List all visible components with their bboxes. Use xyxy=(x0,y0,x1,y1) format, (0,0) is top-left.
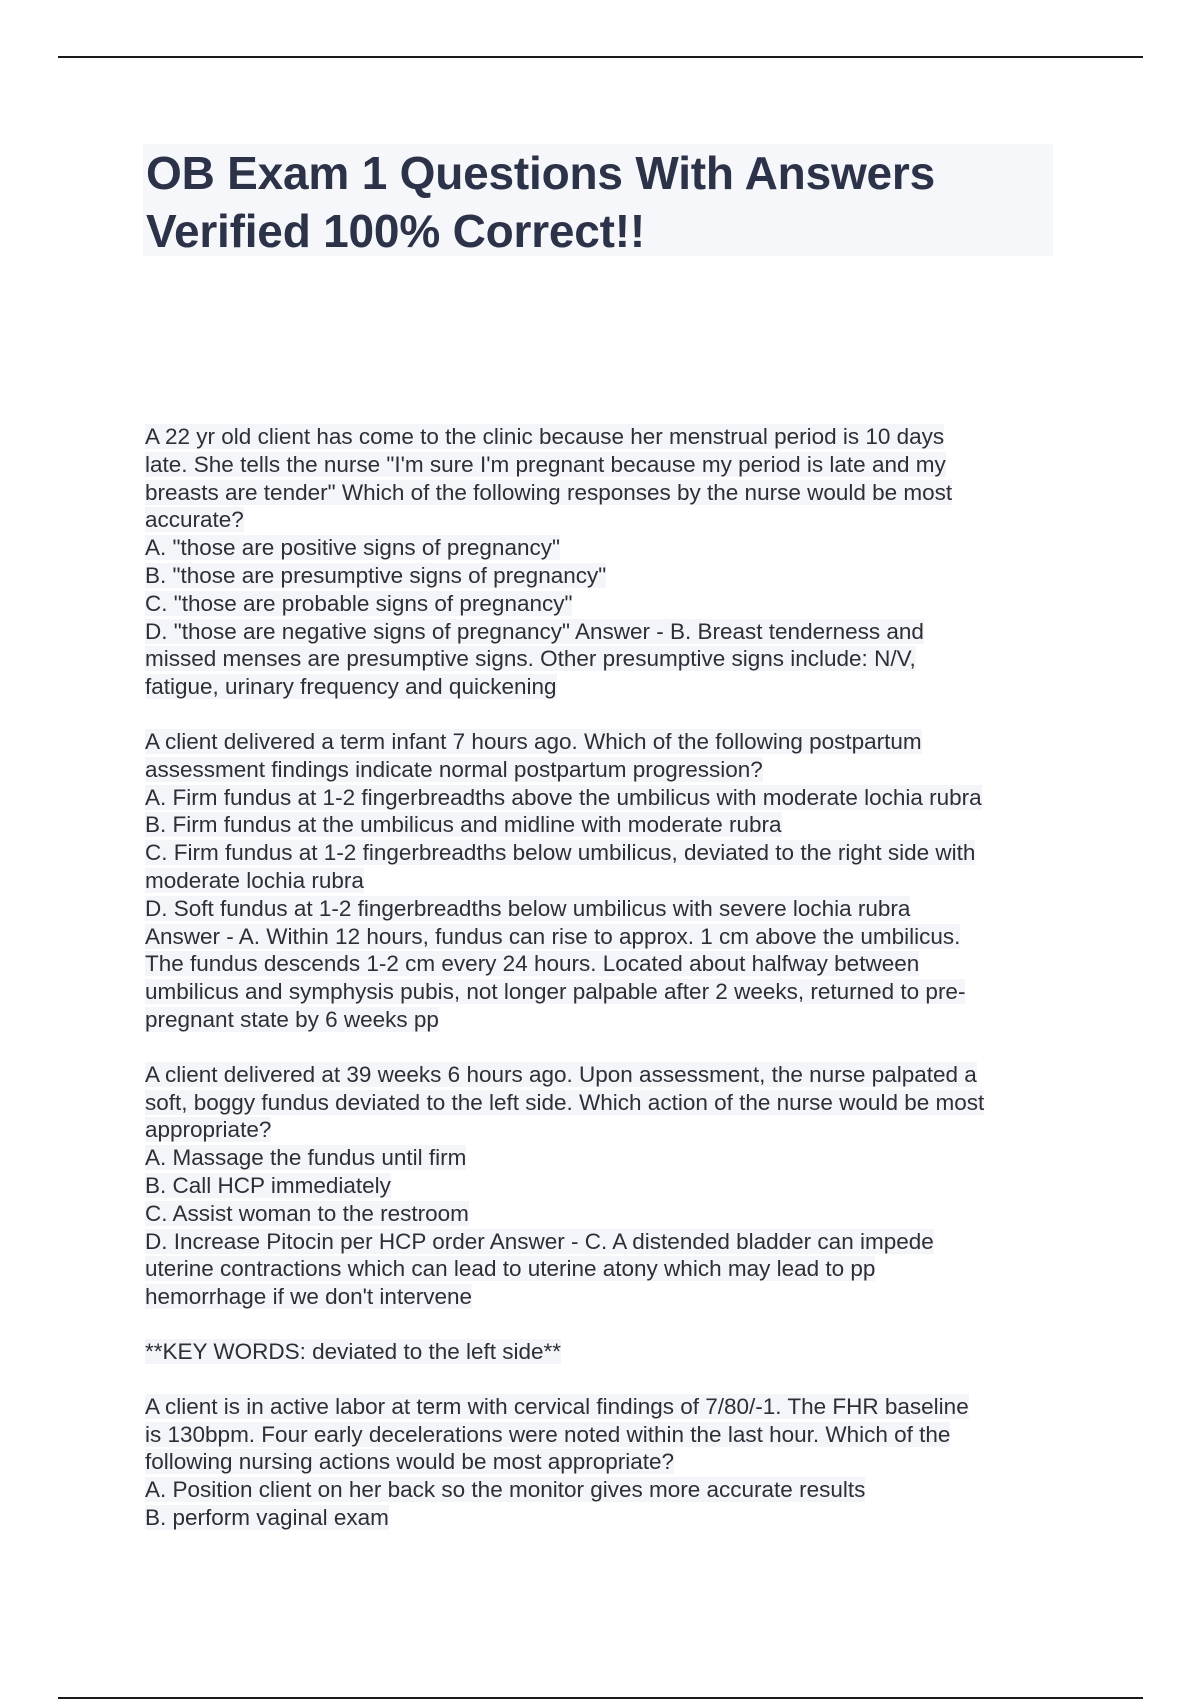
text-line xyxy=(145,1393,1065,1421)
title-line: Verified 100% Correct!! xyxy=(146,205,646,257)
text-line-content: uterine contractions which can lead to uterine atony which may lead to pp xyxy=(145,1256,876,1282)
document-body xyxy=(145,423,1065,1559)
text-line xyxy=(145,950,1065,978)
text-line xyxy=(145,1172,1065,1200)
text-line xyxy=(145,562,1065,590)
text-line xyxy=(145,1116,1065,1144)
text-line-content: pregnant state by 6 weeks pp xyxy=(145,1006,439,1032)
text-line-content: A. "those are positive signs of pregnancy" xyxy=(145,535,560,561)
text-line-content: D. Soft fundus at 1-2 fingerbreadths below umbilicus with severe lochia rubra xyxy=(145,895,911,921)
text-line xyxy=(145,923,1065,951)
text-line xyxy=(145,590,1065,618)
text-line xyxy=(145,1448,1065,1476)
text-line xyxy=(145,1006,1065,1034)
text-line-content: hemorrhage if we don't intervene xyxy=(145,1284,472,1310)
text-line xyxy=(145,1200,1065,1228)
text-line-content: B. "those are presumptive signs of pregnancy" xyxy=(145,562,607,588)
text-line xyxy=(145,1504,1065,1532)
text-line-content: is 130bpm. Four early decelerations were noted within the last hour. Which of the xyxy=(145,1421,951,1447)
text-line-content: appropriate? xyxy=(145,1117,272,1143)
text-line xyxy=(145,867,1065,895)
text-line-content: A. Position client on her back so the monitor gives more accurate results xyxy=(145,1477,866,1503)
text-line xyxy=(145,673,1065,701)
text-line-content: B. perform vaginal exam xyxy=(145,1504,389,1530)
text-line xyxy=(145,895,1065,923)
text-line xyxy=(145,534,1065,562)
text-line xyxy=(145,756,1065,784)
text-line xyxy=(145,423,1065,451)
text-line-content: following nursing actions would be most appropriate? xyxy=(145,1449,675,1475)
text-line-content: A client delivered at 39 weeks 6 hours ago. Upon assessment, the nurse palpated a xyxy=(145,1061,977,1087)
question-block xyxy=(145,728,1065,1034)
text-line-content: A. Firm fundus at 1-2 fingerbreadths above the umbilicus with moderate lochia rubra xyxy=(145,784,982,810)
text-line xyxy=(145,784,1065,812)
text-line-content: soft, boggy fundus deviated to the left side. Which action of the nurse would be most xyxy=(145,1089,985,1115)
text-line xyxy=(145,506,1065,534)
text-line xyxy=(145,1144,1065,1172)
text-line-content: assessment findings indicate normal postpartum progression? xyxy=(145,756,763,782)
question-block xyxy=(145,1061,1065,1311)
title-line: OB Exam 1 Questions With Answers xyxy=(146,147,936,199)
text-line-content: D. Increase Pitocin per HCP order Answer - C. A distended bladder can impede xyxy=(145,1228,934,1254)
header-rule xyxy=(58,56,1143,58)
text-line xyxy=(145,1228,1065,1256)
text-line xyxy=(145,1255,1065,1283)
text-line xyxy=(145,1283,1065,1311)
text-line xyxy=(145,1338,1065,1366)
text-line-content: **KEY WORDS: deviated to the left side** xyxy=(145,1338,562,1364)
text-line xyxy=(145,728,1065,756)
text-line-content: The fundus descends 1-2 cm every 24 hours. Located about halfway between xyxy=(145,951,920,977)
text-line xyxy=(145,839,1065,867)
text-line-content: C. Firm fundus at 1-2 fingerbreadths below umbilicus, deviated to the right side with xyxy=(145,840,976,866)
text-line-content: accurate? xyxy=(145,507,244,533)
text-line-content: C. "those are probable signs of pregnancy" xyxy=(145,590,573,616)
question-block xyxy=(145,423,1065,701)
text-line xyxy=(145,1476,1065,1504)
document-title xyxy=(146,144,1046,260)
text-line xyxy=(145,1089,1065,1117)
question-block xyxy=(145,1393,1065,1532)
text-line-content: breasts are tender" Which of the following responses by the nurse would be most xyxy=(145,479,953,505)
text-line-content: A 22 yr old client has come to the clinic because her menstrual period is 10 days xyxy=(145,424,945,449)
text-line xyxy=(145,645,1065,673)
text-line xyxy=(145,618,1065,646)
footer-rule xyxy=(58,1697,1143,1699)
text-line xyxy=(145,1061,1065,1089)
text-line xyxy=(145,1421,1065,1449)
text-line xyxy=(145,479,1065,507)
text-line-content: C. Assist woman to the restroom xyxy=(145,1200,469,1226)
text-line-content: late. She tells the nurse "I'm sure I'm pregnant because my period is late and my xyxy=(145,451,946,477)
text-line-content: B. Call HCP immediately xyxy=(145,1172,391,1198)
text-line-content: B. Firm fundus at the umbilicus and midline with moderate rubra xyxy=(145,812,782,838)
text-line-content: moderate lochia rubra xyxy=(145,867,364,893)
text-line-content: D. "those are negative signs of pregnancy" Answer - B. Breast tenderness and xyxy=(145,618,924,644)
text-line-content: umbilicus and symphysis pubis, not longer palpable after 2 weeks, returned to pre- xyxy=(145,979,966,1005)
text-line-content: missed menses are presumptive signs. Other presumptive signs include: N/V, xyxy=(145,646,916,672)
text-line-content: A client delivered a term infant 7 hours ago. Which of the following postpartum xyxy=(145,728,922,754)
text-line xyxy=(145,451,1065,479)
text-line xyxy=(145,811,1065,839)
text-line-content: Answer - A. Within 12 hours, fundus can rise to approx. 1 cm above the umbilicus. xyxy=(145,923,961,949)
text-line xyxy=(145,978,1065,1006)
text-line-content: A. Massage the fundus until firm xyxy=(145,1145,467,1171)
text-line-content: fatigue, urinary frequency and quickening xyxy=(145,674,557,700)
question-block xyxy=(145,1338,1065,1366)
text-line-content: A client is in active labor at term with cervical findings of 7/80/-1. The FHR baseline xyxy=(145,1393,969,1419)
